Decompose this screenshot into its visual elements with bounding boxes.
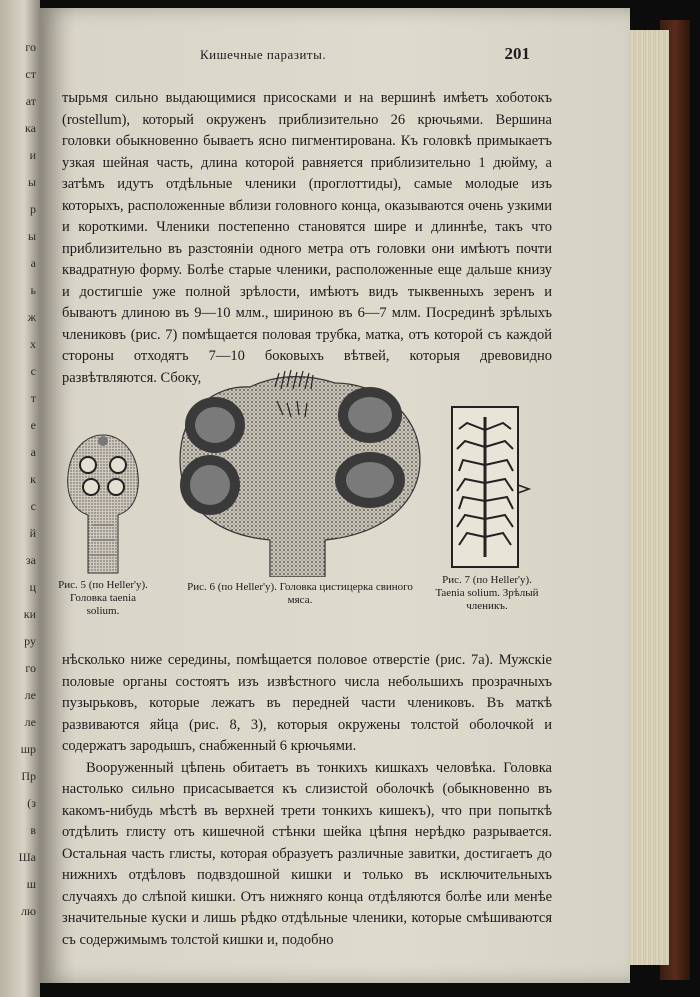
figure-5 <box>57 425 149 618</box>
left-page-text-fragment: лю <box>21 904 36 918</box>
paragraph: Вооруженный цѣпень обитаетъ въ тонкихъ кишкахъ человѣка. Головка настолько сильно присасывается къ слизистой оболочкѣ (обыкновенно въ какомъ-нибудь мѣстѣ въ верхней трети тонкихъ кишекъ), что при попыткѣ отдѣлить глисту отъ кишечной стѣнки шейка цѣпня нерѣдко разрывается. Остальная часть глисты, которая образуетъ различные завитки, достигаетъ до нижнихъ отдѣловъ подвздошной кишки и только въ исключительныхъ случаяхъ до слѣпой кишки. Отъ нижняго конца отдѣляются болѣе или менѣе значительные куски и лишь рѣдко отдѣльные членики, которые смѣшиваются съ содержимымъ толстой кишки и, подобно <box>62 759 552 948</box>
running-title: Кишечные паразиты. <box>200 47 327 62</box>
figure-7 <box>432 405 542 613</box>
left-page-text-fragment: а <box>30 256 36 270</box>
left-page-edge <box>0 0 40 997</box>
left-page-text-fragment: ш <box>26 877 36 891</box>
paragraph: тырьмя сильно выдающимися присосками и на вершинѣ имѣетъ хоботокъ (rostellum), который окруженъ приблизительно 26 крючьями. Вершина головки обыкновенно бываетъ ясно пигментирована. Къ головкѣ примыкаетъ узкая шейная часть, длина которой равняется приблизительно 1 дюйму, а затѣмъ идутъ отдѣльные членики (проглоттиды), самые молодые изъ которыхъ, расположенные вблизи головного конца, оказываются очень узкими и короткими. Членики постепенно становятся шире и длиннѣе, такъ что приблизительно въ разстояніи одного метра отъ головки они имѣютъ почти квадратную форму. Болѣе старые членики, расположенные еще дальше книзу и достигшіе уже полной зрѣлости, имѣютъ видъ тыквенныхъ зеренъ и бываютъ длиною въ 9—10 млм., шириною въ 6—7 млм. Посрединѣ зрѣлыхъ члениковъ (рис. 7) помѣщается половая трубка, матка, отъ которой съ каждой стороны отходятъ 7—10 боковыхъ вѣтвей, которыя древовидно развѣтвляются. Сбоку, <box>62 90 552 386</box>
left-page-text-fragment: в <box>30 823 36 837</box>
left-page-text-fragment: е <box>30 418 36 432</box>
page-header <box>200 44 530 64</box>
left-page-text-fragment: ы <box>27 229 36 243</box>
left-page-text-fragment: ат <box>25 94 36 108</box>
left-page-text-fragment: ж <box>27 310 36 324</box>
left-page-text-fragment: т <box>30 391 36 405</box>
mature-proglottid-illustration <box>437 405 537 570</box>
left-page-text-fragment: ле <box>24 715 36 729</box>
left-page-text-fragment: х <box>30 337 36 351</box>
left-page-text-fragment: ы <box>27 175 36 189</box>
left-page-text-fragment: к <box>30 472 36 486</box>
left-page-text-fragment: ру <box>24 634 36 648</box>
figure-caption: Рис. 5 (по Heller'у). Головка taenia solium. <box>58 579 148 617</box>
left-page-text-fragment: Пр <box>21 769 36 783</box>
left-page-text-fragment: ки <box>23 607 36 621</box>
left-page-text-fragment: ц <box>29 580 36 594</box>
left-page-text-fragment: ст <box>25 67 36 81</box>
paragraph: нѣсколько ниже середины, помѣщается половое отверстіе (рис. 7а). Мужскіе половые органы состоятъ изъ извѣстного числа небольшихъ прозрачныхъ пузырьковъ, которые лежатъ въ передней части члениковъ. Въ маткѣ развиваются яйца (рис. 8, 3), которыя окружены толстой оболочкой и содержатъ зародышъ, снабженный 6 крючьями. <box>62 652 552 754</box>
left-page-text-fragment: го <box>25 40 36 54</box>
page-number: 201 <box>504 44 530 63</box>
left-page-text-fragment: а <box>30 445 36 459</box>
figure-6 <box>175 365 425 607</box>
left-page-text-fragment: и <box>29 148 36 162</box>
page-block-edges <box>628 30 669 965</box>
left-page-text-fragment: с <box>30 364 36 378</box>
cysticercus-head-illustration <box>175 365 425 577</box>
left-page-text-fragment: (з <box>27 796 36 810</box>
tapeworm-head-illustration <box>58 425 148 575</box>
left-page-text-fragment: ь <box>30 283 36 297</box>
left-page-text-fragment: го <box>25 661 36 675</box>
left-page-text-fragment: ка <box>25 121 36 135</box>
figure-caption: Рис. 6 (по Heller'у). Головка цистицерка свиного мяса. <box>187 581 413 606</box>
left-page-text-fragment: р <box>30 202 36 216</box>
left-page-text-fragment: й <box>29 526 36 540</box>
left-page-text-fragment: за <box>25 553 36 567</box>
left-page-text-fragment: с <box>30 499 36 513</box>
left-page-text-fragment: Ша <box>18 850 36 864</box>
body-text-bottom <box>62 650 552 951</box>
left-page-text-fragment: шр <box>20 742 36 756</box>
figure-caption: Рис. 7 (по Heller'у). Taenia solium. Зрѣлый членикъ. <box>435 574 539 612</box>
left-page-text-fragment: ле <box>24 688 36 702</box>
body-text-top <box>62 88 552 389</box>
